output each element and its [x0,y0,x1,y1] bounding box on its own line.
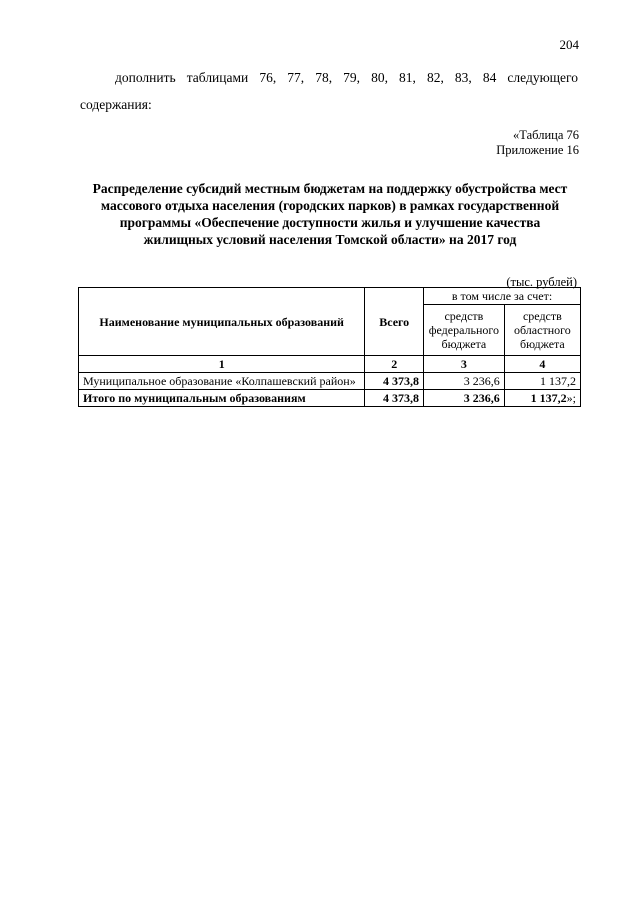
appendix-label: Приложение 16 [496,143,579,157]
total-regional: 1 137,2 [530,391,567,405]
intro-word: 78, [315,70,333,85]
closing-quote: »; [566,391,576,405]
intro-word: 84 [482,70,497,85]
total-row [79,390,581,407]
intro-word: 79, [343,70,361,85]
total-total: 4 373,8 [365,390,424,407]
total-name: Итого по муниципальным образованиям [79,390,365,407]
table-header-row [79,288,581,305]
row-total: 4 373,8 [365,373,424,390]
header-including: в том числе за счет: [424,288,581,305]
intro-paragraph [80,64,578,118]
column-number: 3 [424,356,505,373]
intro-word: следующего [507,70,578,85]
intro-word: таблицами [186,70,249,85]
column-number-row [79,356,581,373]
column-number: 2 [365,356,424,373]
total-federal: 3 236,6 [424,390,505,407]
table-reference [496,128,579,158]
title-line: массового отдыха населения (городских парков) в рамках государственной [100,198,560,213]
units-label: (тыс. рублей) [506,275,577,289]
intro-word: 81, [399,70,416,85]
intro-word: 80, [371,70,388,85]
column-number: 1 [79,356,365,373]
title-line: Распределение субсидий местным бюджетам на поддержку обустройства мест [92,181,568,196]
intro-word: 77, [287,70,305,85]
intro-line-2: содержания: [80,97,152,112]
table-label: «Таблица 76 [513,128,579,142]
header-regional: средств областного бюджета [504,305,580,356]
header-total: Всего [365,288,424,356]
intro-line-1 [80,64,578,91]
intro-word: дополнить [115,70,176,85]
row-regional: 1 137,2 [504,373,580,390]
intro-word: 83, [454,70,472,85]
page-number: 204 [559,37,579,52]
title-line: жилищных условий населения Томской области» на 2017 год [143,232,517,247]
total-regional-cell [504,390,580,407]
intro-word: 76, [259,70,277,85]
intro-word: 82, [426,70,444,85]
document-title [70,180,590,248]
table-row [79,373,581,390]
header-name: Наименование муниципальных образований [79,288,365,356]
title-line: программы «Обеспечение доступности жилья и улучшение качества [119,215,541,230]
subsidy-table [78,287,581,407]
row-name: Муниципальное образование «Колпашевский район» [79,373,365,390]
row-federal: 3 236,6 [424,373,505,390]
column-number: 4 [504,356,580,373]
header-federal: средств федерального бюджета [424,305,505,356]
